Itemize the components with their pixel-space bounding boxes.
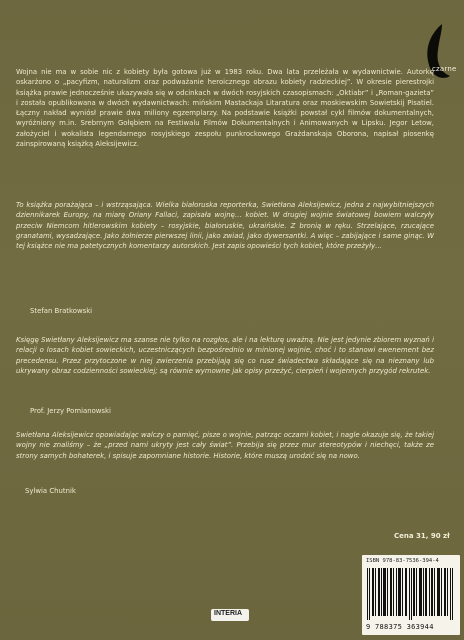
barcode-panel <box>362 555 460 635</box>
price-label: Cena 31, 90 zł <box>394 532 450 540</box>
quote-1-text: To książka porażająca – i wstrząsająca. Wielka białoruska reporterka, Swietłana Aleksijewicz, jedna z najwybitniejszych dziennikarek Europy, na miarę Oriany Fallaci, zapisała wojnę… kobiet. W drugiej wojnie światowej bowiem walczyły przeciw Niemcom hitlerowskim kobiety – rosyjskie, białoruskie, ukraińskie. Z bronią w ręku. Strzelające, rzucające granatami, wysadzające. Jako żołnierze pierwszej linii, jako zwiad, jako dywersantki. A więc – zabijające i same ginąc. W tej książce nie ma patetycznych komentarzy autorskich. Jest zapis opowieści tych kobiet, które przeżyły… <box>16 201 434 251</box>
isbn-text: ISBN 978-83-7536-394-4 <box>366 558 439 564</box>
publisher-logo <box>211 609 249 621</box>
logo-text: czarne <box>432 65 457 73</box>
quote-3-author: Sylwia Chutnik <box>25 487 76 495</box>
barcode-icon <box>367 568 455 620</box>
quote-2-author: Prof. Jerzy Pomianowski <box>30 407 111 415</box>
quote-2-text: Księgę Swietłany Aleksijewicz ma szanse nie tylko na rozgłos, ale i na lekturę uważną. Nie jest jedynie zbiorem wyznań i relacji o losach kobiet sowieckich, uczestniczących bezpośrednio w minionej wojnie, choć i to stanowi ewenement bez precedensu. Przez przytoczone w niej zwierzenia przebijają się co rusz świadectwa składające się na nieznany lub ukrywany obraz codzienności sowieckiej; są równie wymowne jak opisy przeżyć, cierpień i wojennych przygód rekrutek. <box>16 336 434 375</box>
barcode-number: 9 788375 363944 <box>366 623 434 631</box>
quote-3-text: Swietłana Aleksijewicz opowiadając walczy o pamięć, pisze o wojnie, patrząc oczami kobiet, i nagle okazuje się, że takiej wojny nie znaliśmy – że „przed nami ukryty jest cały świat”. Przebija się przez mur stereotypów i niechęci, także ze strony samych bohaterek, i spisuje zapomniane historie. Historie, które muszą urodzić się na nowo. <box>16 431 434 460</box>
publisher-name: INTERIA <box>214 610 242 617</box>
intro-paragraph: Wojna nie ma w sobie nic z kobiety była gotowa już w 1983 roku. Dwa lata przeleżała w wydawnictwie. Autorkę oskarżono o „pacyfizm, naturalizm oraz podważanie heroicznego obrazu kobiety radzieckiej”. W okresie pierestrojki książka prawie jednocześnie ukazywała się w odcinkach w dwóch rosyjskich czasopismach: „Oktiabr” i „Roman-gazieta” i została opublikowana w dwóch wydawnictwach: mińskim Mastackaja Litaratura oraz moskiewskim Sowietskij Pisatiel. Łączny nakład wyniósł prawie dwa miliony egzemplarzy. Na podstawie książki powstał cykl filmów dokumentalnych, wyróżniony m.in. Srebrnym Gołębiem na Festiwalu Filmów Dokumentalnych i Animowanych w Lipsku. Jegor Letow, założyciel i wokalista legendarnego rosyjskiego zespołu punkrockowego Grażdanskaja Oborona, napisał piosenkę zainspirowaną książką Aleksijewicz. <box>16 68 434 149</box>
quote-1-author: Stefan Bratkowski <box>30 307 93 315</box>
